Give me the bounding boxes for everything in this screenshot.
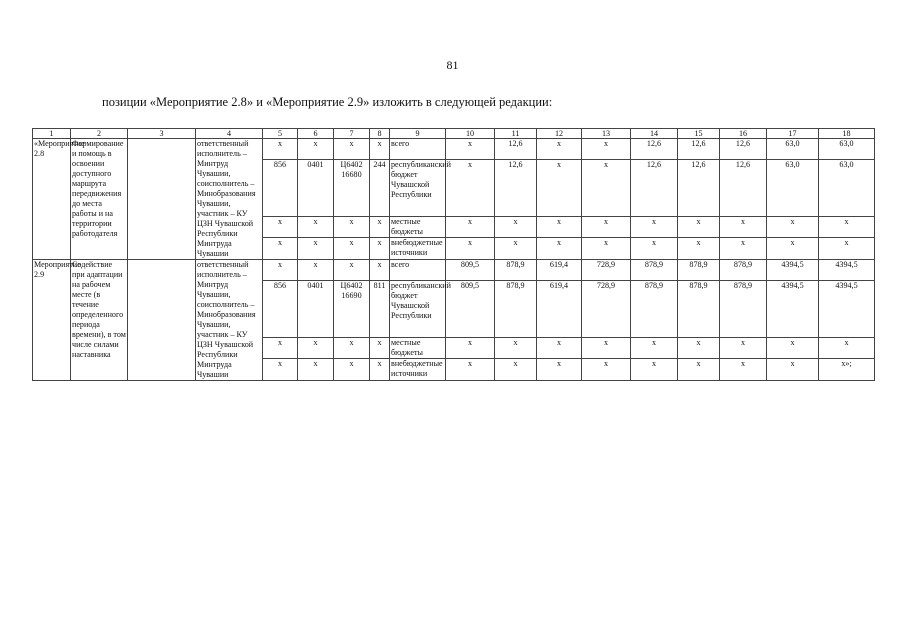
table-cell: x — [631, 337, 678, 359]
table-cell: 0401 — [298, 159, 334, 216]
table-cell: x — [537, 359, 582, 381]
funding-source: всего — [390, 260, 446, 281]
table-cell: x — [582, 159, 631, 216]
measure-name: Мероприятие 2.9 — [33, 260, 71, 381]
table-cell: x — [495, 216, 537, 238]
header-cell: 8 — [370, 129, 390, 139]
table-cell: x — [582, 216, 631, 238]
header-cell: 12 — [537, 129, 582, 139]
table-cell: x — [537, 238, 582, 260]
table-cell: x — [263, 260, 298, 281]
table-cell: x — [298, 139, 334, 160]
table-cell: x — [446, 216, 495, 238]
table-cell: x — [720, 337, 767, 359]
table-cell: x — [720, 238, 767, 260]
table-cell: x — [537, 216, 582, 238]
table-cell: 878,9 — [495, 280, 537, 337]
header-cell: 10 — [446, 129, 495, 139]
header-cell: 3 — [128, 129, 196, 139]
table-cell: 619,4 — [537, 260, 582, 281]
table-cell: 4394,5 — [767, 280, 819, 337]
measure-executor: ответственный исполнитель – Минтруд Чувашии, соисполнитель – Минобразования Чувашии, участник – КУ ЦЗН Чувашской Республики Минтруда Чувашии — [196, 139, 263, 260]
table-cell: x — [678, 216, 720, 238]
table-cell: x — [334, 238, 370, 260]
table-cell: x — [298, 238, 334, 260]
table-cell: x — [370, 260, 390, 281]
table-cell: x — [495, 337, 537, 359]
table-cell: x — [263, 359, 298, 381]
header-cell: 6 — [298, 129, 334, 139]
measure-2-9 — [33, 260, 875, 381]
table-cell: 0401 — [298, 280, 334, 337]
measure-2-8 — [33, 139, 875, 260]
table-cell: x — [767, 337, 819, 359]
table-cell: 63,0 — [767, 139, 819, 160]
table-cell: x — [446, 139, 495, 160]
table-cell: 856 — [263, 159, 298, 216]
table-cell: 878,9 — [678, 260, 720, 281]
table-cell: x — [263, 337, 298, 359]
table-cell: x — [767, 359, 819, 381]
page-number: 81 — [446, 58, 459, 72]
table-cell: x — [334, 359, 370, 381]
table-cell: x — [720, 359, 767, 381]
table-cell: 63,0 — [819, 139, 875, 160]
table-cell: x — [537, 159, 582, 216]
table-cell: 12,6 — [495, 139, 537, 160]
table-cell: x — [446, 337, 495, 359]
table-cell: x — [767, 216, 819, 238]
table-cell: x — [370, 216, 390, 238]
table-cell: Ц6402 16690 — [334, 280, 370, 337]
table-cell: 12,6 — [678, 159, 720, 216]
table-cell: x — [720, 216, 767, 238]
table-cell: x — [631, 216, 678, 238]
table-cell: 878,9 — [720, 280, 767, 337]
table-cell: x — [495, 238, 537, 260]
table-cell: 12,6 — [720, 159, 767, 216]
table-cell: 728,9 — [582, 260, 631, 281]
table-cell: x — [370, 238, 390, 260]
table-cell: x — [263, 216, 298, 238]
table-cell: 878,9 — [631, 260, 678, 281]
header-cell: 16 — [720, 129, 767, 139]
table-cell: x — [370, 139, 390, 160]
table-cell: 619,4 — [537, 280, 582, 337]
table-cell: x — [537, 139, 582, 160]
funding-source: местные бюджеты — [390, 337, 446, 359]
header-cell: 13 — [582, 129, 631, 139]
table-cell: x — [495, 359, 537, 381]
table-cell: 12,6 — [495, 159, 537, 216]
table-cell: x — [446, 238, 495, 260]
table-cell: x — [298, 337, 334, 359]
table-cell: x — [334, 139, 370, 160]
table-cell: x — [819, 216, 875, 238]
table-cell: x — [678, 337, 720, 359]
table-row — [33, 260, 875, 281]
table-cell: 856 — [263, 280, 298, 337]
table-cell: Ц6402 16680 — [334, 159, 370, 216]
header-cell: 17 — [767, 129, 819, 139]
empty-cell — [128, 139, 196, 260]
table-cell: x — [819, 337, 875, 359]
table-cell: 12,6 — [720, 139, 767, 160]
table-cell: x — [582, 238, 631, 260]
table-cell: x — [767, 238, 819, 260]
table-cell: 12,6 — [631, 139, 678, 160]
table-cell: 244 — [370, 159, 390, 216]
table-cell: x — [334, 260, 370, 281]
measure-description: Формирование и помощь в освоении доступного маршрута передвижения до места работы и на территории работодателя — [71, 139, 128, 260]
table-cell: 63,0 — [819, 159, 875, 216]
funding-source: внебюджетные источники — [390, 238, 446, 260]
funding-source: местные бюджеты — [390, 216, 446, 238]
table-cell: x — [263, 238, 298, 260]
header-cell: 7 — [334, 129, 370, 139]
table-cell: x — [370, 359, 390, 381]
table-cell: 811 — [370, 280, 390, 337]
table-cell: 4394,5 — [819, 260, 875, 281]
measure-name: «Мероприятие 2.8 — [33, 139, 71, 260]
header-cell: 9 — [390, 129, 446, 139]
table-cell: 878,9 — [720, 260, 767, 281]
header-row — [33, 129, 875, 139]
table-cell: x — [631, 238, 678, 260]
table-cell: x — [298, 359, 334, 381]
table-cell: 878,9 — [678, 280, 720, 337]
measure-description: Содействие при адаптации на рабочем месте (в течение определенного периода времени), в том числе силами наставника — [71, 260, 128, 381]
header-cell: 18 — [819, 129, 875, 139]
table-cell: 12,6 — [678, 139, 720, 160]
table-cell: x — [446, 159, 495, 216]
header-cell: 11 — [495, 129, 537, 139]
table-cell: x — [537, 337, 582, 359]
intro-text: позиции «Мероприятие 2.8» и «Мероприятие 2.9» изложить в следующей редакции: — [102, 95, 553, 109]
funding-source: республиканский бюджет Чувашской Республики — [390, 280, 446, 337]
table-cell: 728,9 — [582, 280, 631, 337]
empty-cell — [128, 260, 196, 381]
table-cell: 63,0 — [767, 159, 819, 216]
table-cell: 878,9 — [631, 280, 678, 337]
table-cell: x — [582, 139, 631, 160]
table-cell: x — [334, 337, 370, 359]
table-cell: x — [298, 260, 334, 281]
header-cell: 4 — [196, 129, 263, 139]
table-cell: 809,5 — [446, 280, 495, 337]
table-cell: x — [370, 337, 390, 359]
table-cell: x — [582, 359, 631, 381]
table-row — [33, 139, 875, 160]
funding-source: республиканский бюджет Чувашской Республики — [390, 159, 446, 216]
header-cell: 14 — [631, 129, 678, 139]
table-cell: x — [298, 216, 334, 238]
table-cell: x — [446, 359, 495, 381]
table-cell: x — [334, 216, 370, 238]
table-cell: x»; — [819, 359, 875, 381]
table-cell: x — [631, 359, 678, 381]
funding-source: всего — [390, 139, 446, 160]
table-cell: 809,5 — [446, 260, 495, 281]
header-cell: 5 — [263, 129, 298, 139]
table-cell: 878,9 — [495, 260, 537, 281]
table-cell: x — [582, 337, 631, 359]
table-cell: x — [678, 238, 720, 260]
header-cell: 15 — [678, 129, 720, 139]
header-cell: 2 — [71, 129, 128, 139]
table-cell: x — [678, 359, 720, 381]
measure-executor: ответственный исполнитель – Минтруд Чувашии, соисполнитель – Минобразования Чувашии, участник – КУ ЦЗН Чувашской Республики Минтруда Чувашии — [196, 260, 263, 381]
table-cell: x — [819, 238, 875, 260]
table-cell: x — [263, 139, 298, 160]
header-cell: 1 — [33, 129, 71, 139]
funding-source: внебюджетные источники — [390, 359, 446, 381]
table-cell: 12,6 — [631, 159, 678, 216]
measures-table — [32, 128, 875, 381]
table-cell: 4394,5 — [819, 280, 875, 337]
table-cell: 4394,5 — [767, 260, 819, 281]
